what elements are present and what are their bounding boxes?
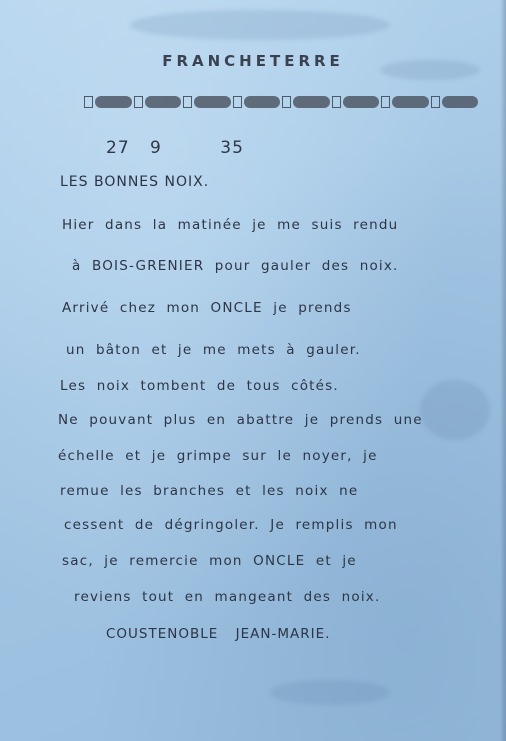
faded-print-smudge xyxy=(270,680,390,705)
text-line: remue les branches et les noix ne xyxy=(60,483,359,499)
text-line: à BOIS-GRENIER pour gauler des noix. xyxy=(72,258,399,274)
text-line: Ne pouvant plus en abattre je prends une xyxy=(58,412,423,428)
faded-print-smudge xyxy=(130,10,390,40)
decorative-border xyxy=(84,94,478,110)
paper-edge xyxy=(500,0,506,741)
text-line: échelle et je grimpe sur le noyer, je xyxy=(58,448,378,464)
text-line: Arrivé chez mon ONCLE je prends xyxy=(62,300,352,316)
text-line: reviens tout en mangeant des noix. xyxy=(74,589,381,605)
text-line: Hier dans la matinée je me suis rendu xyxy=(62,217,399,233)
date-line xyxy=(106,138,258,158)
date-day: 27 xyxy=(106,138,130,158)
text-line: cessent de dégringoler. Je remplis mon xyxy=(64,517,398,533)
article-title: LES BONNES NOIX. xyxy=(60,174,210,190)
masthead-title: FRANCHETERRE xyxy=(162,52,344,70)
signature-line: COUSTENOBLE JEAN-MARIE. xyxy=(106,626,331,642)
date-year: 35 xyxy=(220,138,244,158)
text-line: un bâton et je me mets à gauler. xyxy=(66,342,361,358)
text-line: Les noix tombent de tous côtés. xyxy=(60,378,339,394)
text-line: sac, je remercie mon ONCLE et je xyxy=(62,553,357,569)
faded-print-smudge xyxy=(420,380,490,440)
date-month: 9 xyxy=(150,138,162,158)
